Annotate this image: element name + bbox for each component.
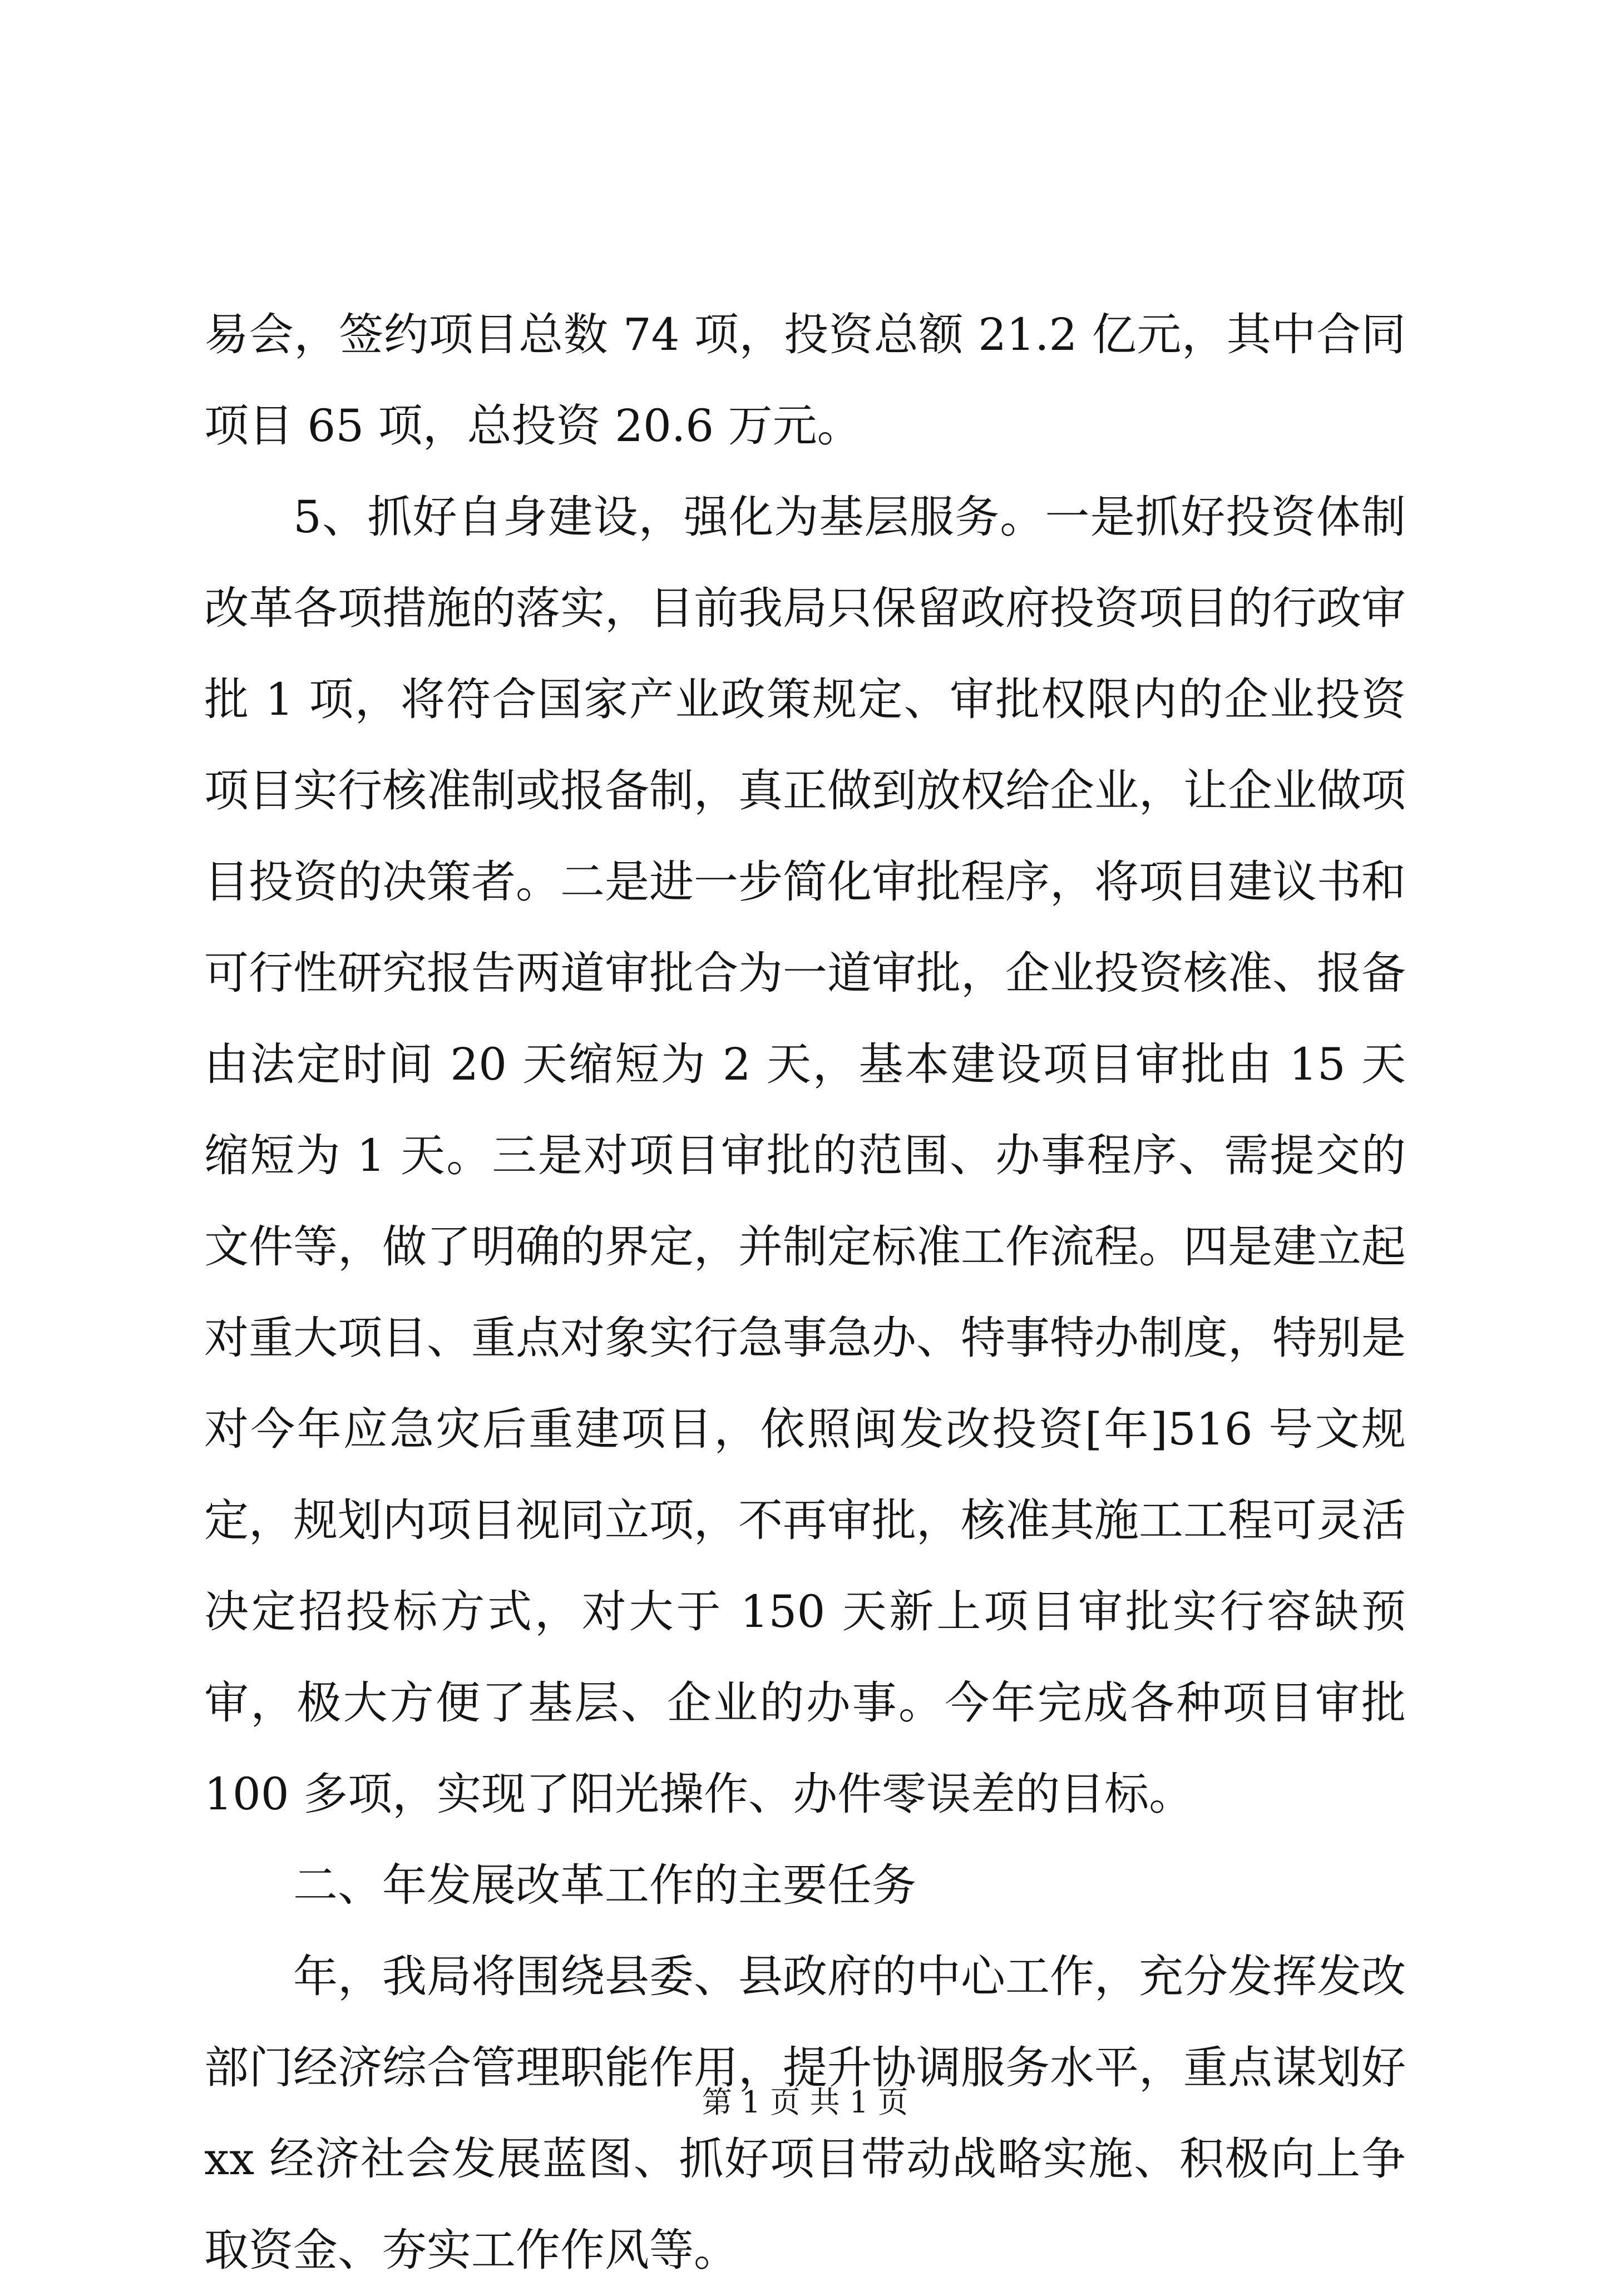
paragraph-self-building: 5、抓好自身建设，强化为基层服务。一是抓好投资体制改革各项措施的落实，目前我局只保留政府投资项目的行政审批 1 项，将符合国家产业政策规定、审批权限内的企业投资项目实行核准制或报备制，真正做到放权给企业，让企业做项目投资的决策者。二是进一步简化审批程序，将项目建议书和可行性研究报告两道审批合为一道审批，企业投资核准、报备由法定时间 20 天缩短为 2 天，基本建设项目审批由 15 天缩短为 1 天。三是对项目审批的范围、办事程序、需提交的文件等，做了明确的界定，并制定标准工作流程。四是建立起对重大项目、重点对象实行急事急办、特事特办制度，特别是对今年应急灾后重建项目，依照闽发改投资[年]516 号文规定，规划内项目视同立项，不再审批，核准其施工工程可灵活决定招投标方式，对大于 150 天新上项目审批实行容缺预审，极大方便了基层、企业的办事。今年完成各种项目审批 100 多项，实现了阳光操作、办件零误差的目标。 xyxy=(204,491,1406,1820)
paragraph-continued: 易会，签约项目总数 74 项，投资总额 21.2 亿元，其中合同项目 65 项，总投资 20.6 万元。 xyxy=(204,309,1406,452)
document-body xyxy=(204,289,1406,2296)
page-footer xyxy=(0,2080,1610,2125)
paragraph-main-tasks: 年，我局将围绕县委、县政府的中心工作，充分发挥发改部门经济综合管理职能作用，提升协调服务水平，重点谋划好 xx 经济社会发展蓝图、抓好项目带动战略实施、积极向上争取资金、夯实工作作风等。 xyxy=(204,1951,1406,2276)
page-number-label: 第 1 页 共 1 页 xyxy=(702,2085,908,2120)
section-heading-main-tasks: 二、年发展改革工作的主要任务 xyxy=(293,1859,916,1911)
